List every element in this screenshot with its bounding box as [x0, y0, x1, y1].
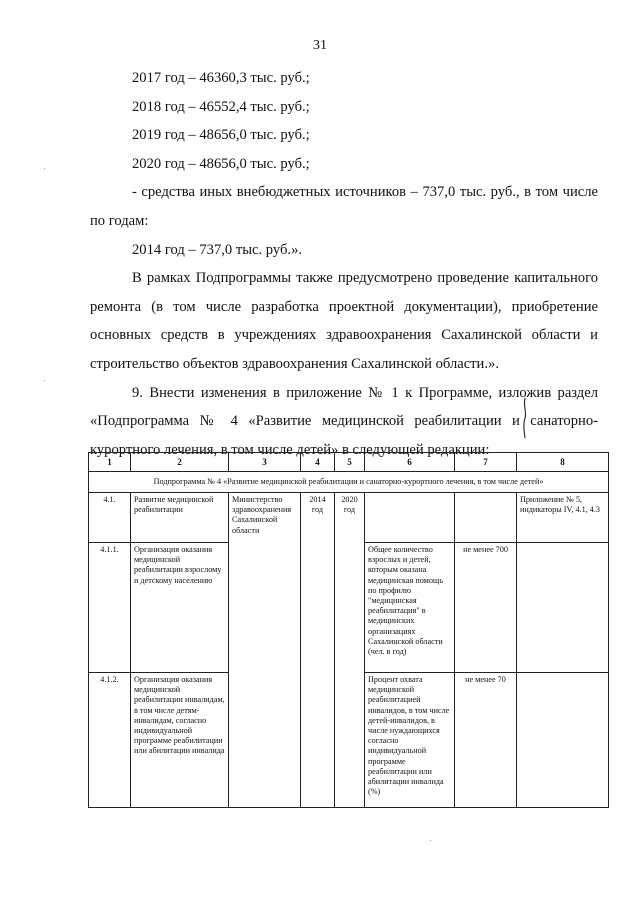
row-end-year: 2020 год: [335, 493, 365, 808]
paragraph-amendment: 9. Внести изменения в приложение № 1 к Программе, изложив раздел «Подпрограмма № 4 «Развитие медицинской реабилитации и санаторно-курортного лечения, в том числе детей» в следующей редакции:: [90, 384, 598, 458]
header-cell: 7: [455, 453, 517, 472]
row-number: 4.1.1.: [89, 543, 131, 673]
scan-speck: [44, 380, 45, 381]
header-cell: 5: [335, 453, 365, 472]
subprogram-table: [88, 452, 609, 808]
row-start-year: 2014 год: [301, 493, 335, 808]
row-value: [455, 493, 517, 543]
scan-speck: [44, 168, 45, 169]
row-link: [517, 543, 609, 673]
row-number: 4.1.: [89, 493, 131, 543]
paragraph-capital-repair: В рамках Подпрограммы также предусмотрено проведение капитального ремонта (в том числе разработка проектной документации), приобретение основных средств в учреждениях здравоохранения Сахалинской области и строительство объектов здравоохранения Сахалинской области.».: [90, 270, 598, 372]
paragraph-year-2014: 2014 год – 737,0 тыс. руб.».: [132, 241, 303, 258]
paragraph-year-2018: 2018 год – 46552,4 тыс. руб.;: [132, 98, 310, 115]
row-name: Развитие медицинской реабилитации: [131, 493, 229, 543]
page-number: 31: [313, 38, 327, 53]
paragraph-extrabudget: - средства иных внебюджетных источников – 737,0 тыс. руб., в том числе по годам:: [90, 184, 598, 229]
header-cell: 4: [301, 453, 335, 472]
row-value: не менее 700: [455, 543, 517, 673]
header-cell: 2: [131, 453, 229, 472]
row-link: Приложение № 5, индикаторы IV, 4.1, 4.3: [517, 493, 609, 543]
handwritten-mark-icon: [522, 398, 528, 438]
subprogram-title-row: [89, 472, 609, 493]
row-indicator: Общее количество взрослых и детей, которым оказана медицинская помощь по профилю "медицинская реабилитация" в медицинских организациях Сахалинской области (чел. в год): [365, 543, 455, 673]
subprogram-title: Подпрограмма № 4 «Развитие медицинской реабилитации и санаторно-курортного лечения, в том числе детей»: [89, 472, 609, 493]
paragraph-year-2017: 2017 год – 46360,3 тыс. руб.;: [132, 70, 310, 86]
header-cell: 3: [229, 453, 301, 472]
row-indicator: [365, 493, 455, 543]
table-row: [89, 493, 609, 543]
scan-speck: [430, 840, 431, 841]
row-link: [517, 673, 609, 808]
header-cell: 8: [517, 453, 609, 472]
table-header-row: [89, 453, 609, 472]
row-value: не менее 70: [455, 673, 517, 808]
header-cell: 6: [365, 453, 455, 472]
header-cell: 1: [89, 453, 131, 472]
row-name: Организация оказания медицинской реабилитации инвалидам, в том числе детям-инвалидам, согласно индивидуальной программе реабилитации или абилитации инвалида: [131, 673, 229, 808]
row-number: 4.1.2.: [89, 673, 131, 808]
row-name: Организация оказания медицинской реабилитации взрослому и детскому населению: [131, 543, 229, 673]
paragraph-year-2020: 2020 год – 48656,0 тыс. руб.;: [132, 155, 310, 172]
row-indicator: Процент охвата медицинской реабилитацией инвалидов, в том числе детей-инвалидов, в числе нуждающихся согласно индивидуальной программе реабилитации или абилитации инвалида (%): [365, 673, 455, 808]
row-executor: Министерство здравоохранения Сахалинской области: [229, 493, 301, 808]
paragraph-year-2019: 2019 год – 48656,0 тыс. руб.;: [132, 127, 310, 144]
